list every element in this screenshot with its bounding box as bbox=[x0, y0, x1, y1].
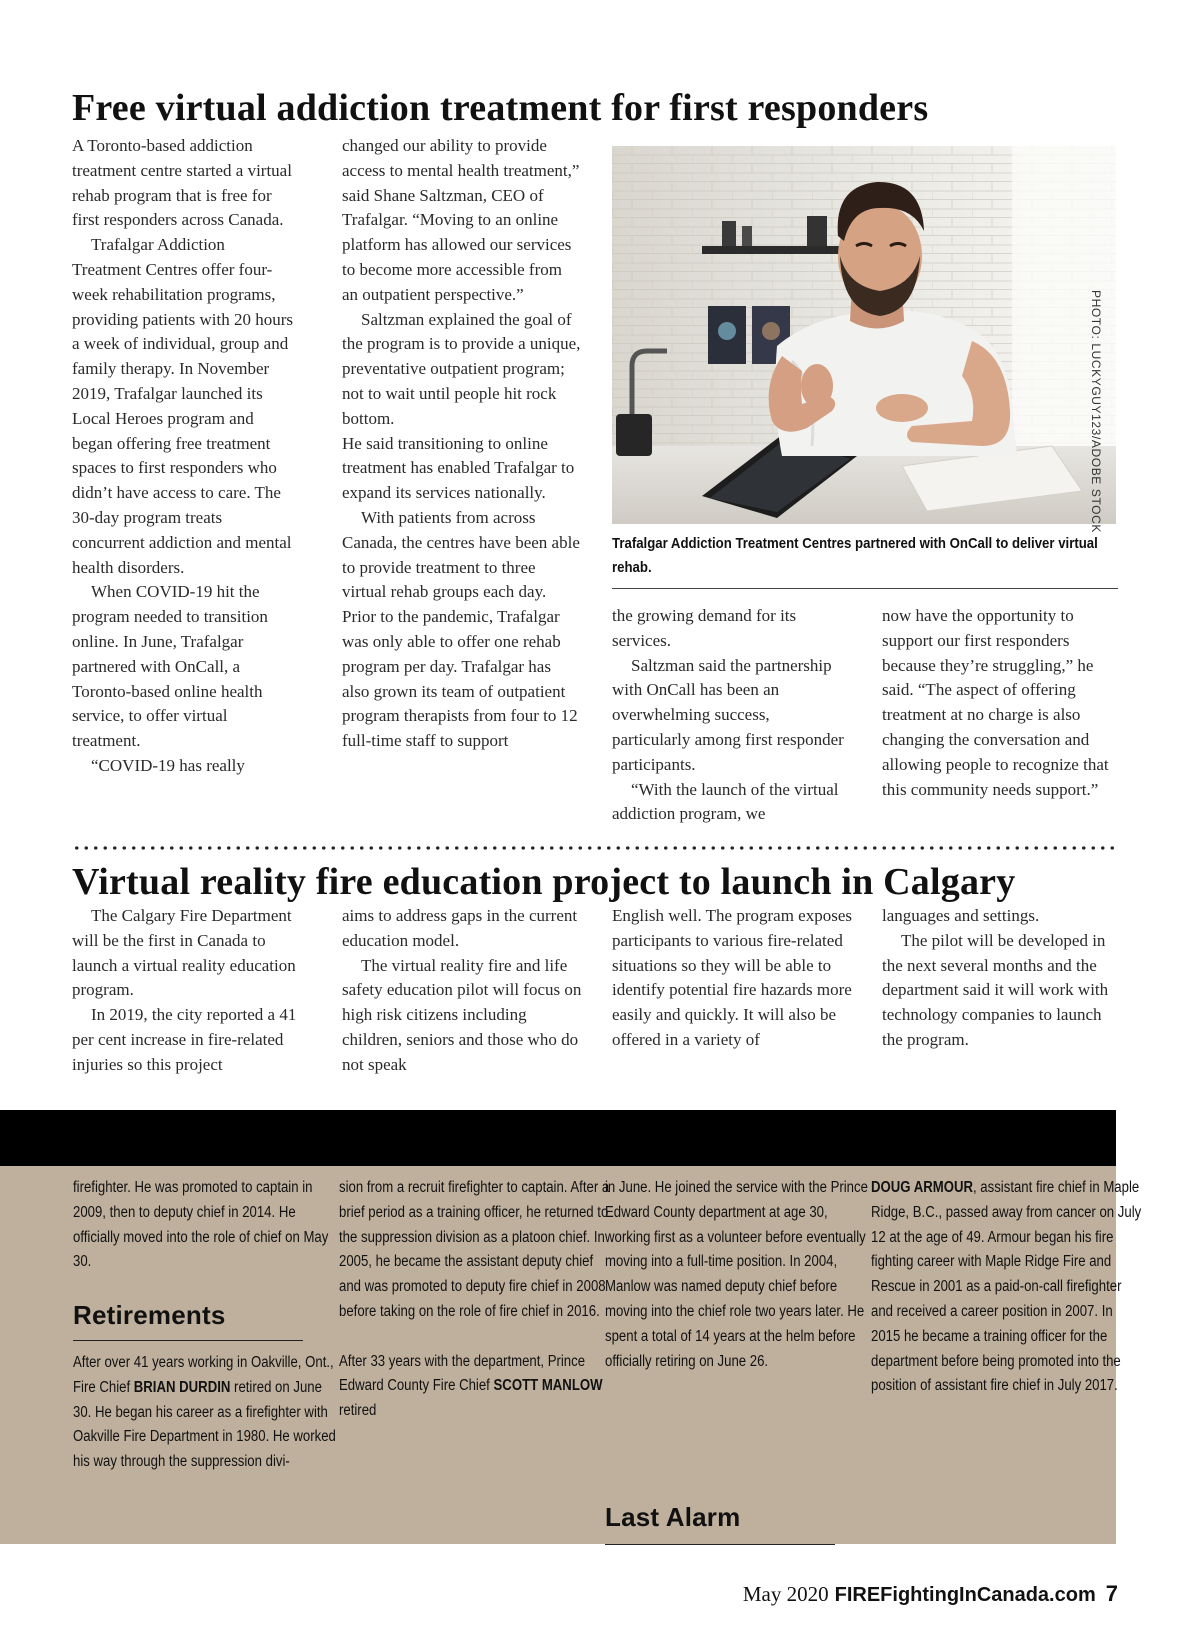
article-column bbox=[612, 904, 852, 1053]
paragraph: Saltzman said the partnership with OnCall has been an overwhelming success, particularly among first responder participants. bbox=[612, 655, 844, 774]
paragraph: He said transitioning to online treatment has enabled Trafalgar to expand its services nationally. bbox=[342, 433, 575, 503]
caption-divider bbox=[612, 588, 1118, 589]
retirement-entry bbox=[73, 1351, 343, 1475]
news-text: firefighter. He was promoted to captain in 2009, then to deputy chief in 2014. He officially moved into the role of chief on May 30. bbox=[73, 1179, 329, 1271]
news-text: , assistant fire chief in Maple Ridge, B.C., passed away from cancer on July 12 at the age of 49. Armour began his fire fighting career with Maple Ridge Fire and Rescue in 2001 as a paid-on-call firefighter and received a career position in 2007. In 2015 he became a training officer for the department before being promoted into the position of assistant fire chief in July 2017. bbox=[871, 1179, 1142, 1395]
article-headline: Virtual reality fire education project to launch in Calgary bbox=[72, 861, 1016, 903]
heading-rule bbox=[73, 1340, 303, 1341]
news-text: retired bbox=[339, 1402, 377, 1420]
paragraph: The pilot will be developed in the next several months and the department said it will work with technology companies to launch the program. bbox=[882, 930, 1109, 1049]
article-column bbox=[72, 134, 297, 779]
paragraph: With patients from across Canada, the centres have been able to provide treatment to three virtual rehab groups each day. Prior to the pandemic, Trafalgar was only able to offer one rehab program per day. Trafalgar has also grown its team of outpatient program therapists from four to 12 full-time staff to support bbox=[342, 507, 580, 751]
article-column bbox=[72, 904, 302, 1078]
dotted-divider bbox=[72, 846, 1118, 850]
paragraph: changed our ability to provide access to mental health treatment,” said Shane Saltzman, CEO of Trafalgar. “Moving to an online platform has allowed our services to become more accessible from an outpatient perspective.” bbox=[342, 136, 580, 304]
article-column bbox=[882, 904, 1122, 1053]
issue-date: May 2020 bbox=[742, 1582, 829, 1606]
paragraph: “COVID-19 has really bbox=[91, 755, 245, 775]
paragraph: A Toronto-based addiction treatment centre started a virtual rehab program that is free for first responders across Canada. bbox=[72, 136, 292, 230]
paragraph: English well. The program exposes participants to various fire-related situations so they will be able to identify potential fire hazards more easily and quickly. It will also be offered in a variety of bbox=[612, 906, 853, 1049]
page-number: 7 bbox=[1105, 1581, 1118, 1606]
article-column bbox=[342, 904, 582, 1078]
news-column bbox=[605, 1176, 875, 1374]
news-text: in June. He joined the service with the Prince Edward County department at age 30, working first as a volunteer before eventually moving into a full-time position. In 2004, Manlow was named deputy chief before moving into the chief role two years later. He spent a total of 14 years at the helm before officially retiring on June 26. bbox=[605, 1179, 868, 1370]
article-column bbox=[612, 604, 847, 827]
paragraph: When COVID-19 hit the program needed to transition online. In June, Trafalgar partnered with OnCall, a Toronto-based online health service, to offer virtual treatment. bbox=[72, 582, 268, 751]
paragraph: Trafalgar Addiction Treatment Centres offer four-week rehabilitation programs, providing patients with 20 hours a week of individual, group and family therapy. In November 2019, Trafalgar launched its Local Heroes program and began offering free treatment spaces to first responders who didn’t have access to care. The 30-day program treats concurrent addiction and mental health disorders. bbox=[72, 235, 293, 577]
paragraph: The virtual reality fire and life safety education pilot will focus on high risk citizens including children, seniors and those who do not speak bbox=[342, 955, 582, 1074]
news-text: retired on June 30. He began his career as a firefighter with Oakville Fire Department in 1980. He worked his way through the suppression divi- bbox=[73, 1378, 336, 1471]
page-footer bbox=[743, 1581, 1118, 1607]
paragraph: now have the opportunity to support our first responders because they’re struggling,” he said. “The aspect of offering treatment at no charge is also changing the conversation and allowing people to recognize that this community needs support.” bbox=[882, 606, 1109, 799]
section-band bbox=[0, 1110, 1116, 1166]
news-text: After over 41 years working in Oakville, Ont., Fire Chief bbox=[73, 1354, 334, 1396]
paragraph: the growing demand for its services. bbox=[612, 606, 797, 650]
paragraph: languages and settings. bbox=[882, 906, 1040, 925]
news-text: After 33 years with the department, Prince Edward County Fire Chief bbox=[339, 1352, 586, 1395]
news-column bbox=[339, 1176, 609, 1424]
paragraph: The Calgary Fire Department will be the first in Canada to launch a virtual reality education program. bbox=[72, 906, 296, 1000]
retirements-heading: Retirements bbox=[73, 1300, 226, 1330]
site-name: FIREFightingInCanada.com bbox=[834, 1584, 1096, 1606]
paragraph: aims to address gaps in the current education model. bbox=[342, 906, 578, 950]
person-name: DOUG ARMOUR bbox=[871, 1179, 973, 1196]
news-text: sion from a recruit firefighter to captain. After a brief period as a training officer, he returned to the suppression division as a platoon chief. In 2005, he became the assistant deputy chief and was promoted to deputy fire chief in 2008 before taking on the role of fire chief in 2016. bbox=[339, 1179, 610, 1320]
article-photo bbox=[612, 146, 1116, 524]
photo-caption: Trafalgar Addiction Treatment Centres partnered with OnCall to deliver virtual rehab. bbox=[612, 535, 1098, 576]
paragraph: Saltzman explained the goal of the program is to provide a unique, preventative outpatient program; not to wait until people hit rock bottom. bbox=[342, 309, 581, 428]
article-column bbox=[882, 604, 1122, 802]
news-column bbox=[871, 1176, 1141, 1399]
person-name: SCOTT MANLOW bbox=[493, 1377, 603, 1395]
person-name: BRIAN DURDIN bbox=[133, 1378, 231, 1396]
paragraph: “With the launch of the virtual addiction program, we bbox=[612, 779, 839, 824]
article-headline: Free virtual addiction treatment for first responders bbox=[72, 87, 929, 129]
heading-rule bbox=[605, 1544, 835, 1545]
article-column bbox=[342, 134, 582, 754]
paragraph: In 2019, the city reported a 41 per cent increase in fire-related injuries so this project bbox=[72, 1005, 297, 1074]
news-column bbox=[73, 1176, 343, 1275]
photo-credit: PHOTO: LUCKYGUY123/ADOBE STOCK bbox=[1089, 290, 1103, 533]
last-alarm-heading: Last Alarm bbox=[605, 1502, 741, 1532]
